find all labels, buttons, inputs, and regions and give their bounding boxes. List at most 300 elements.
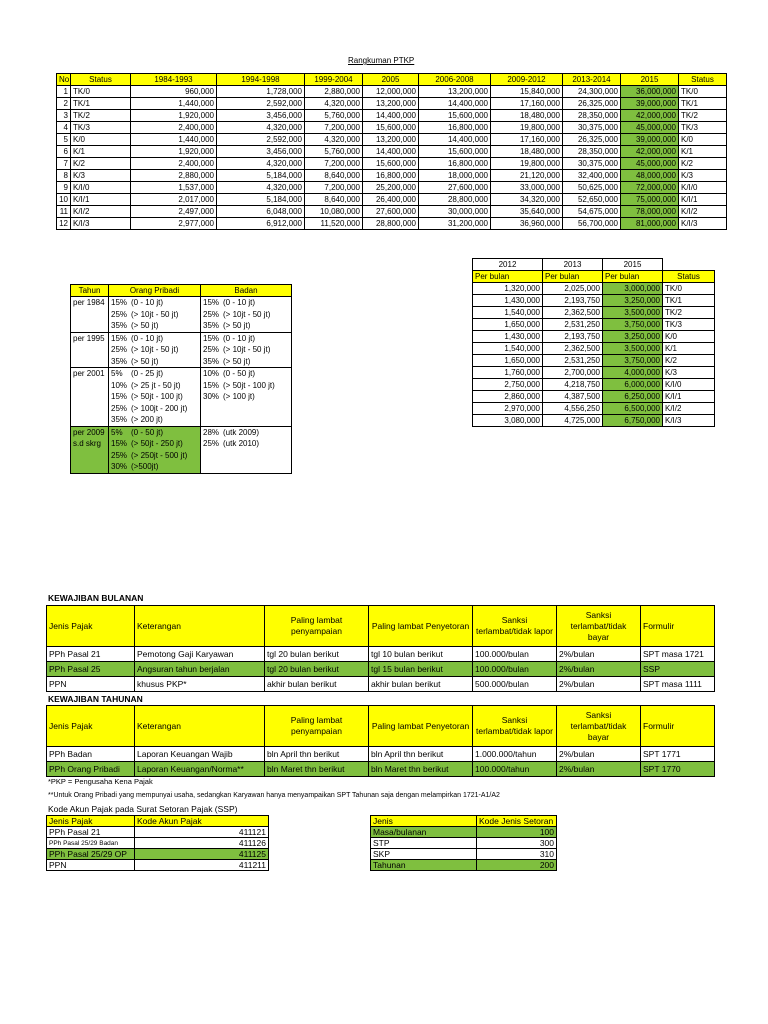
table-cell: K/3 (679, 170, 727, 182)
table-cell: 2,531,250 (543, 355, 603, 367)
table-cell: 2%/bulan (557, 647, 641, 662)
table-cell: bln April thn berikut (265, 747, 369, 762)
rate-range: (0 - 10 jt) (223, 298, 256, 307)
table-cell: 30,375,000 (563, 158, 621, 170)
table-row (57, 86, 727, 98)
table-cell: TK/2 (71, 110, 131, 122)
table-cell: K/I/3 (679, 218, 727, 230)
table-cell: 4,320,000 (217, 182, 305, 194)
table-cell: 31,200,000 (419, 218, 491, 230)
table-cell: 16,800,000 (419, 158, 491, 170)
table-cell: 3,080,000 (473, 415, 543, 427)
bulanan-table (46, 605, 715, 692)
table-cell: 4,320,000 (305, 98, 363, 110)
table-cell: 8 (57, 170, 71, 182)
table-cell: 19,800,000 (491, 122, 563, 134)
table-cell: SSP (641, 662, 715, 677)
table-cell: 6,250,000 (603, 391, 663, 403)
table-cell: 2,880,000 (131, 170, 217, 182)
table-row (473, 391, 715, 403)
table-row (57, 122, 727, 134)
tahunan-header: Sanksi terlambat/tidak lapor (473, 706, 557, 747)
table-cell: 3,250,000 (603, 331, 663, 343)
table-cell: 54,675,000 (563, 206, 621, 218)
table-cell: 1,728,000 (217, 86, 305, 98)
table-cell: 5,760,000 (305, 146, 363, 158)
table-cell: bln Maret thn berikut (369, 762, 473, 777)
rates-row (71, 426, 292, 473)
rates-tahun (71, 297, 109, 333)
table-cell: 411121 (135, 827, 269, 838)
table-cell: 36,960,000 (491, 218, 563, 230)
table-cell: 1,537,000 (131, 182, 217, 194)
table-cell: 200 (477, 860, 557, 871)
table-cell: 2,977,000 (131, 218, 217, 230)
rates-tahun (71, 368, 109, 427)
table-cell: PPh Pasal 21 (47, 647, 135, 662)
table-cell: PPh Pasal 25/29 Badan (47, 838, 135, 849)
table-cell: TK/1 (679, 98, 727, 110)
rate-percent: 15% (111, 439, 128, 448)
rates-badan (201, 368, 292, 427)
table-cell: 2,880,000 (305, 86, 363, 98)
rate-range: (>500jt) (131, 462, 159, 471)
table-cell: PPN (47, 677, 135, 692)
table-cell: 15,600,000 (419, 110, 491, 122)
year-2012: 2012 (473, 259, 543, 271)
table-row (47, 677, 715, 692)
table-cell: TK/0 (679, 86, 727, 98)
rate-range: (> 50 jt) (223, 321, 251, 330)
rates-tahun-label: per 1995 (73, 333, 105, 343)
rate-percent: 25% (203, 309, 220, 319)
rate-range: (> 100jt - 200 jt) (131, 403, 188, 413)
table-cell: 21,120,000 (491, 170, 563, 182)
table-cell: 16,800,000 (419, 122, 491, 134)
tahunan-header: Formulir (641, 706, 715, 747)
rate-range: (> 10jt - 50 jt) (131, 345, 179, 354)
table-cell: 15,600,000 (419, 146, 491, 158)
table-cell: PPh Pasal 25 (47, 662, 135, 677)
table-cell: K/0 (679, 134, 727, 146)
rates-badan (201, 332, 292, 368)
rate-range: (> 50 jt) (131, 356, 159, 366)
rate-range: (> 50jt - 100 jt) (223, 380, 275, 390)
table-cell: K/1 (679, 146, 727, 158)
bulanan-label: KEWAJIBAN BULANAN (48, 593, 144, 603)
table-cell: K/I/2 (663, 403, 715, 415)
ptkp-header: 2006-2008 (419, 74, 491, 86)
table-cell: 2,497,000 (131, 206, 217, 218)
table-cell: 2%/bulan (557, 677, 641, 692)
table-row (47, 838, 269, 849)
rate-range: (0 - 10 jt) (223, 333, 256, 343)
table-cell: 24,300,000 (563, 86, 621, 98)
kode-setoran-table (370, 815, 557, 871)
table-cell: 16,800,000 (363, 170, 419, 182)
rates-row (71, 368, 292, 427)
table-cell: K/2 (663, 355, 715, 367)
bulanan-header: Paling lambat penyampaian (265, 606, 369, 647)
rate-percent: 25% (111, 345, 128, 354)
ptkp-header: No (57, 74, 71, 86)
table-cell: K/I/0 (663, 379, 715, 391)
rate-percent: 30% (111, 462, 128, 471)
table-cell: K/I/3 (71, 218, 131, 230)
kode-akun-header: Kode Akun Pajak (135, 816, 269, 827)
table-cell: 100.000/bulan (473, 647, 557, 662)
table-cell: 28,350,000 (563, 146, 621, 158)
rate-range: (> 50 jt) (223, 356, 251, 366)
rate-range: (0 - 10 jt) (131, 298, 164, 307)
table-cell: 2,362,500 (543, 343, 603, 355)
table-row (47, 849, 269, 860)
rate-percent: 5% (111, 427, 123, 437)
rates-tahun (71, 426, 109, 473)
table-cell: K/1 (663, 343, 715, 355)
table-cell: 11,520,000 (305, 218, 363, 230)
table-cell: TK/3 (663, 319, 715, 331)
table-cell: 5,760,000 (305, 110, 363, 122)
table-row (47, 647, 715, 662)
table-cell: 3,500,000 (603, 343, 663, 355)
table-cell: Pemotong Gaji Karyawan (135, 647, 265, 662)
table-cell: 72,000,000 (621, 182, 679, 194)
table-cell: 2,362,500 (543, 307, 603, 319)
table-cell: 5,184,000 (217, 194, 305, 206)
table-cell: 1,440,000 (131, 98, 217, 110)
table-cell: K/I/1 (71, 194, 131, 206)
tahunan-header: Paling lambat Penyetoran (369, 706, 473, 747)
rate-range: (0 - 50 jt) (131, 427, 164, 437)
rate-range: (> 50 jt) (131, 321, 159, 330)
table-cell: 2,531,250 (543, 319, 603, 331)
table-cell: 4 (57, 122, 71, 134)
rate-percent: 30% (203, 392, 220, 401)
table-cell: 1,440,000 (131, 134, 217, 146)
table-cell: 28,800,000 (419, 194, 491, 206)
table-cell: Laporan Keuangan Wajib (135, 747, 265, 762)
ptkp-header: Status (679, 74, 727, 86)
monthly-header: Status (663, 271, 715, 283)
rate-range: (> 10jt - 50 jt) (223, 345, 271, 354)
table-row (473, 343, 715, 355)
table-cell: TK/1 (663, 295, 715, 307)
table-cell: akhir bulan berikut (265, 677, 369, 692)
table-cell: 411211 (135, 860, 269, 871)
table-cell: 10,080,000 (305, 206, 363, 218)
table-row (371, 849, 557, 860)
rate-percent: 28% (203, 427, 220, 437)
ptkp-header: 1994-1998 (217, 74, 305, 86)
tahunan-table (46, 705, 715, 777)
table-cell: K/2 (679, 158, 727, 170)
table-cell: 25,200,000 (363, 182, 419, 194)
table-row (57, 182, 727, 194)
table-cell: 411125 (135, 849, 269, 860)
rate-percent: 15% (111, 298, 128, 307)
table-cell: 14,400,000 (419, 134, 491, 146)
table-cell: 34,320,000 (491, 194, 563, 206)
rate-percent: 15% (203, 380, 220, 390)
year-2013: 2013 (543, 259, 603, 271)
rates-tahun (71, 332, 109, 368)
table-cell: 2%/bulan (557, 662, 641, 677)
table-cell: 26,325,000 (563, 134, 621, 146)
table-cell: 100.000/tahun (473, 762, 557, 777)
rate-range: (0 - 10 jt) (131, 333, 164, 343)
bulanan-header: Paling lambat Penyetoran (369, 606, 473, 647)
table-cell: 45,000,000 (621, 122, 679, 134)
bulanan-header: Jenis Pajak (47, 606, 135, 647)
table-cell: 75,000,000 (621, 194, 679, 206)
table-row (371, 838, 557, 849)
table-cell: 39,000,000 (621, 98, 679, 110)
table-cell: Tahunan (371, 860, 477, 871)
table-cell: 18,480,000 (491, 146, 563, 158)
table-cell: 6,000,000 (603, 379, 663, 391)
table-cell: 100 (477, 827, 557, 838)
table-cell: 310 (477, 849, 557, 860)
table-cell: 2,193,750 (543, 295, 603, 307)
rate-range: (> 100 jt) (223, 392, 255, 401)
rate-percent: 15% (111, 333, 128, 343)
rate-range: (> 250jt - 500 jt) (131, 450, 188, 460)
table-row (57, 98, 727, 110)
table-cell: 26,325,000 (563, 98, 621, 110)
table-cell: 411126 (135, 838, 269, 849)
monthly-header: Per bulan (543, 271, 603, 283)
table-cell: 2,400,000 (131, 158, 217, 170)
table-cell: 4,320,000 (217, 158, 305, 170)
page-title: Rangkuman PTKP (348, 56, 415, 65)
table-cell: 7 (57, 158, 71, 170)
table-cell: 30,375,000 (563, 122, 621, 134)
table-row (473, 367, 715, 379)
table-row (57, 134, 727, 146)
table-cell: SPT 1771 (641, 747, 715, 762)
table-row (57, 170, 727, 182)
table-cell: 52,650,000 (563, 194, 621, 206)
table-row (57, 218, 727, 230)
table-cell: 30,000,000 (419, 206, 491, 218)
table-cell: 1,920,000 (131, 146, 217, 158)
table-cell: PPN (47, 860, 135, 871)
table-cell: 2,025,000 (543, 283, 603, 295)
table-cell: 14,400,000 (363, 146, 419, 158)
table-cell: 56,700,000 (563, 218, 621, 230)
rate-percent: 25% (203, 345, 220, 354)
table-cell: K/1 (71, 146, 131, 158)
table-cell: Masa/bulanan (371, 827, 477, 838)
rates-op (109, 368, 201, 427)
rate-percent: 35% (203, 321, 220, 330)
table-cell: 2,970,000 (473, 403, 543, 415)
table-cell: 100.000/bulan (473, 662, 557, 677)
table-cell: K/I/0 (679, 182, 727, 194)
table-cell: 14,400,000 (419, 98, 491, 110)
table-cell: 12,000,000 (363, 86, 419, 98)
table-cell: TK/1 (71, 98, 131, 110)
kode-akun-table (46, 815, 269, 871)
rates-header-badan: Badan (201, 285, 292, 297)
table-cell: 1,920,000 (131, 110, 217, 122)
table-cell: 6,048,000 (217, 206, 305, 218)
rate-percent: 15% (111, 392, 128, 401)
table-row (47, 747, 715, 762)
table-cell: 6 (57, 146, 71, 158)
kode-setoran-header: Kode Jenis Setoran (477, 816, 557, 827)
table-row (371, 860, 557, 871)
rates-tahun-label: per 1984 (73, 298, 105, 307)
tahunan-label: KEWAJIBAN TAHUNAN (48, 694, 143, 704)
table-cell: TK/0 (663, 283, 715, 295)
table-cell: K/3 (663, 367, 715, 379)
table-cell: 4,556,250 (543, 403, 603, 415)
table-cell: bln April thn berikut (369, 747, 473, 762)
note-pkp: *PKP = Pengusaha Kena Pajak (48, 777, 153, 786)
table-cell: 13,200,000 (419, 86, 491, 98)
tahunan-header: Keterangan (135, 706, 265, 747)
table-cell: tgl 20 bulan berikut (265, 647, 369, 662)
table-cell: tgl 15 bulan berikut (369, 662, 473, 677)
table-cell: 1 (57, 86, 71, 98)
table-row (473, 283, 715, 295)
table-row (47, 827, 269, 838)
monthly-table (472, 258, 715, 427)
table-cell: 81,000,000 (621, 218, 679, 230)
rates-badan (201, 297, 292, 333)
table-cell: 33,000,000 (491, 182, 563, 194)
monthly-header: Per bulan (603, 271, 663, 283)
table-cell: K/I/3 (663, 415, 715, 427)
ptkp-header: 1984-1993 (131, 74, 217, 86)
table-cell: 28,800,000 (363, 218, 419, 230)
table-cell: K/I/2 (679, 206, 727, 218)
table-cell: K/0 (663, 331, 715, 343)
table-cell: 5,184,000 (217, 170, 305, 182)
table-cell: 300 (477, 838, 557, 849)
rate-percent: 25% (111, 403, 128, 413)
table-row (57, 206, 727, 218)
table-cell: 15,600,000 (363, 122, 419, 134)
table-row (47, 860, 269, 871)
table-cell: K/I/1 (663, 391, 715, 403)
rate-percent: 25% (111, 309, 128, 319)
table-cell: 500.000/bulan (473, 677, 557, 692)
table-row (47, 662, 715, 677)
table-cell: 32,400,000 (563, 170, 621, 182)
rates-tahun-label: s.d skrg (73, 439, 102, 448)
rate-percent: 25% (203, 439, 220, 448)
table-cell: 18,480,000 (491, 110, 563, 122)
table-cell: 7,200,000 (305, 158, 363, 170)
table-cell: 2%/bulan (557, 747, 641, 762)
table-cell: 2,860,000 (473, 391, 543, 403)
table-cell: 1,650,000 (473, 319, 543, 331)
table-cell: PPh Orang Pribadi (47, 762, 135, 777)
rates-op (109, 297, 201, 333)
table-cell: 1,540,000 (473, 343, 543, 355)
table-row (473, 379, 715, 391)
rate-range: (> 10jt - 50 jt) (131, 309, 179, 319)
table-row (473, 319, 715, 331)
table-row (473, 403, 715, 415)
rate-range: (> 50jt - 250 jt) (131, 439, 183, 448)
table-cell: 4,000,000 (603, 367, 663, 379)
note-op: **Untuk Orang Pribadi yang mempunyai usaha, sedangkan Karyawan hanya menyampaikan SPT Tahunan saja dengan melampirkan 1721-A1/A2 (48, 792, 500, 799)
table-cell: 10 (57, 194, 71, 206)
table-cell: SPT masa 1111 (641, 677, 715, 692)
table-cell: tgl 10 bulan berikut (369, 647, 473, 662)
table-cell: 12 (57, 218, 71, 230)
tahunan-header: Jenis Pajak (47, 706, 135, 747)
bulanan-header: Keterangan (135, 606, 265, 647)
table-row (473, 355, 715, 367)
rates-table (70, 284, 292, 474)
kode-setoran-header: Jenis (371, 816, 477, 827)
table-cell: 3,500,000 (603, 307, 663, 319)
table-cell: 2,750,000 (473, 379, 543, 391)
table-cell: 1,320,000 (473, 283, 543, 295)
table-cell: 35,640,000 (491, 206, 563, 218)
rate-range: (> 10jt - 50 jt) (223, 309, 271, 319)
table-cell: SKP (371, 849, 477, 860)
table-cell: SPT 1770 (641, 762, 715, 777)
rate-percent: 25% (111, 450, 128, 460)
rate-percent: 5% (111, 369, 123, 378)
table-cell: K/I/0 (71, 182, 131, 194)
table-row (57, 146, 727, 158)
table-cell: 2,592,000 (217, 98, 305, 110)
table-cell: 15,600,000 (363, 158, 419, 170)
table-cell: PPh Pasal 21 (47, 827, 135, 838)
table-cell: khusus PKP* (135, 677, 265, 692)
table-cell: PPh Badan (47, 747, 135, 762)
table-cell: 2,193,750 (543, 331, 603, 343)
table-cell: bln Maret thn berikut (265, 762, 369, 777)
bulanan-header: Sanksi terlambat/tidak lapor (473, 606, 557, 647)
rates-row (71, 297, 292, 333)
rates-header-op: Orang Pribadi (109, 285, 201, 297)
bulanan-header: Formulir (641, 606, 715, 647)
table-cell: 3,456,000 (217, 110, 305, 122)
rate-range: (> 200 jt) (131, 415, 163, 424)
rate-percent: 35% (111, 415, 128, 424)
table-cell: 7,200,000 (305, 182, 363, 194)
rate-percent: 35% (111, 356, 128, 366)
table-cell: 27,600,000 (419, 182, 491, 194)
table-cell: 3,250,000 (603, 295, 663, 307)
rate-percent: 15% (203, 298, 220, 307)
table-row (473, 307, 715, 319)
table-cell: 45,000,000 (621, 158, 679, 170)
table-cell: 4,725,000 (543, 415, 603, 427)
table-cell: 2%/bulan (557, 762, 641, 777)
ptkp-table (56, 73, 727, 230)
table-cell: 2,700,000 (543, 367, 603, 379)
rate-range: (utk 2010) (223, 439, 260, 448)
table-cell: 42,000,000 (621, 146, 679, 158)
table-cell: 50,625,000 (563, 182, 621, 194)
table-cell: 2,400,000 (131, 122, 217, 134)
table-cell: K/3 (71, 170, 131, 182)
table-cell: K/0 (71, 134, 131, 146)
table-cell: 28,350,000 (563, 110, 621, 122)
table-cell: Angsuran tahun berjalan (135, 662, 265, 677)
table-cell: 8,640,000 (305, 194, 363, 206)
table-cell: 15,840,000 (491, 86, 563, 98)
